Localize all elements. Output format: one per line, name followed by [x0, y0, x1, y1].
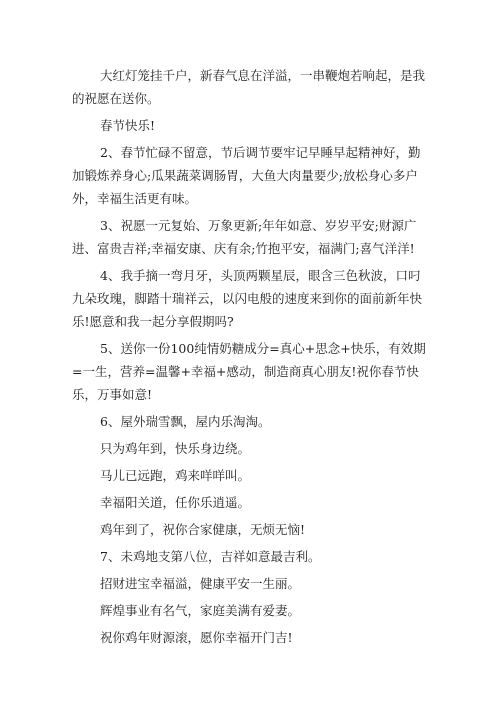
- paragraph-2: 春节快乐!: [100, 118, 156, 133]
- paragraph-9: 马儿已远跑，鸡来咩咩叫。: [100, 468, 251, 483]
- paragraph-14: 辉煌事业有名气，家庭美满有爱妻。: [100, 603, 301, 618]
- paragraph-5: 4、我手摘一弯月牙，头顶两颗星辰，眼含三色秋波，口叼九朵玫瑰，脚踏十瑞祥云，以闪电般的速度来到你的面前新年快乐!愿意和我一起分享假期吗?: [72, 268, 423, 329]
- paragraph-11: 鸡年到了，祝你合家健康，无烦无恼!: [100, 522, 306, 537]
- paragraph-13: 招财进宝幸福溢，健康平安一生丽。: [100, 576, 301, 591]
- paragraph-12: 7、未鸡地支第八位，吉祥如意最吉利。: [100, 549, 321, 564]
- document-body: [72, 64, 430, 649]
- paragraph-7: 6、屋外瑞雪飘，屋内乐淘淘。: [100, 414, 271, 429]
- paragraph-10: 幸福阳关道，任你乐逍遥。: [100, 495, 251, 510]
- paragraph-4: 3、祝愿一元复始、万象更新;年年如意、岁岁平安;财源广进、富贵吉祥;幸福安康、庆有余;竹抱平安，福满门;喜气洋洋!: [72, 218, 417, 256]
- paragraph-8: 只为鸡年到，快乐身边绕。: [100, 441, 251, 456]
- paragraph-3: 2、春节忙碌不留意，节后调节要牢记早睡早起精神好，勤加锻炼养身心;瓜果蔬菜调肠胃，大鱼大肉量要少;放松身心多户外，幸福生活更有味。: [72, 145, 421, 206]
- paragraph-1: 大红灯笼挂千户，新春气息在洋溢，一串鞭炮若响起，是我的祝愿在送你。: [72, 68, 426, 106]
- paragraph-15: 祝你鸡年财源滚，愿你幸福开门吉!: [100, 630, 293, 645]
- paragraph-6: 5、送你一份100纯情奶糖成分=真心+思念+快乐，有效期=一生，营养=温馨+幸福+感动，制造商真心朋友!祝你春节快乐，万事如意!: [72, 341, 426, 402]
